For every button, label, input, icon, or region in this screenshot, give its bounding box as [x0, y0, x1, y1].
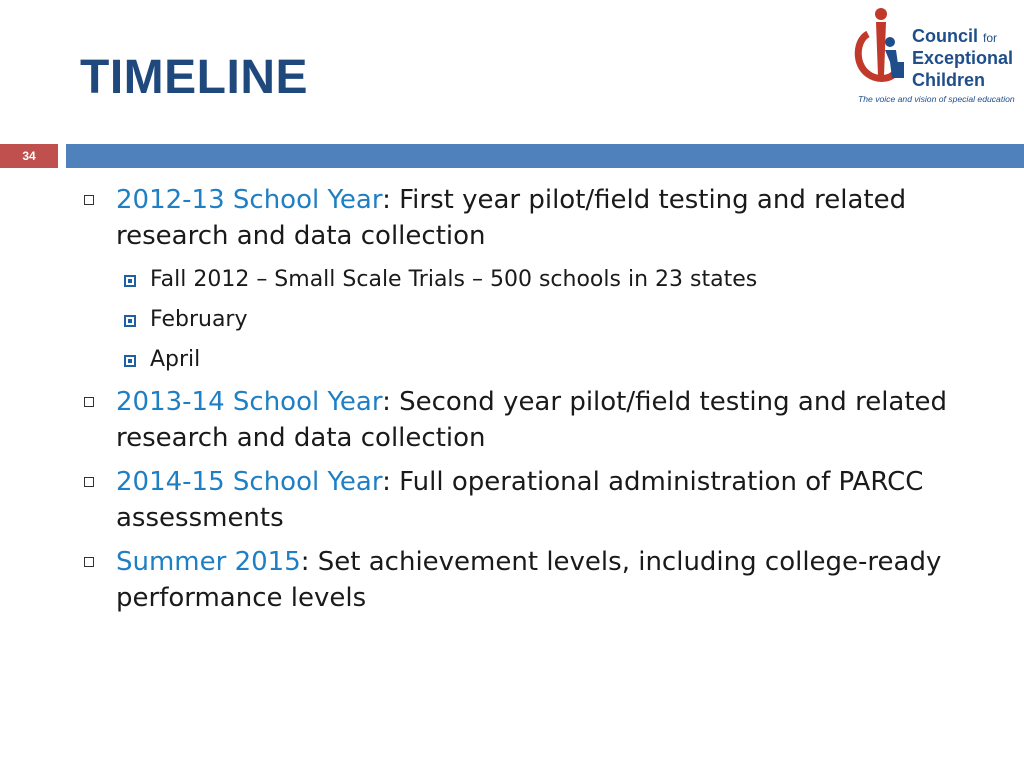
sub-list-item — [80, 300, 980, 340]
filled-square-bullet-icon — [124, 315, 136, 327]
square-bullet-icon — [84, 477, 94, 487]
filled-square-bullet-icon — [124, 275, 136, 287]
sub-list-item-text: Fall 2012 – Small Scale Trials – 500 schools in 23 states — [150, 267, 758, 292]
cec-logo — [852, 6, 1020, 106]
slide-content — [80, 182, 980, 624]
slide-number: 34 — [0, 144, 58, 168]
logo-text-line1: Council for — [912, 26, 998, 46]
header-divider-bar — [66, 144, 1024, 168]
list-item — [80, 384, 980, 456]
logo-text-line3: Children — [912, 70, 986, 90]
slide-title: TIMELINE — [80, 51, 308, 104]
logo-tagline: The voice and vision of special education — [858, 94, 1015, 104]
square-bullet-icon — [84, 557, 94, 567]
list-item-text: 2012-13 School Year: First year pilot/field testing and related research and data collection — [116, 185, 907, 251]
sub-list-item — [80, 260, 980, 300]
filled-square-bullet-icon — [124, 355, 136, 367]
list-item-text: Summer 2015: Set achievement levels, including college-ready performance levels — [116, 547, 942, 613]
sub-list-item-text: April — [150, 347, 201, 372]
list-item — [80, 544, 980, 616]
sub-list-item-text: February — [150, 307, 248, 332]
list-item — [80, 464, 980, 536]
sub-list-item — [80, 340, 980, 380]
list-item — [80, 182, 980, 254]
cec-logo-mark-icon — [854, 6, 910, 90]
square-bullet-icon — [84, 195, 94, 205]
square-bullet-icon — [84, 397, 94, 407]
list-item-text: 2014-15 School Year: Full operational administration of PARCC assessments — [116, 467, 924, 533]
list-item-text: 2013-14 School Year: Second year pilot/field testing and related research and data collection — [116, 387, 948, 453]
logo-text-line2: Exceptional — [912, 48, 1014, 68]
